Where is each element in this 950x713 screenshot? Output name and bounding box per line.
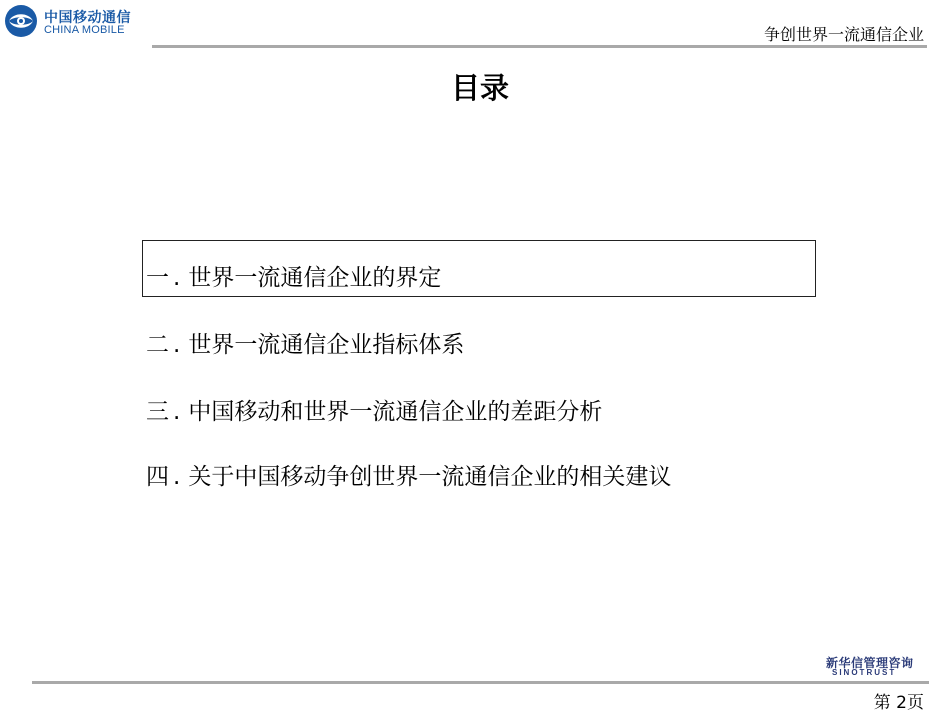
page-number: 第 2页	[873, 693, 924, 713]
toc-item-number: 二	[146, 332, 169, 358]
toc-item-number: 四	[146, 464, 169, 490]
sinotrust-logo	[826, 654, 926, 678]
page-title: 目录	[450, 71, 509, 105]
toc-item-2[interactable]	[146, 326, 464, 359]
toc-item-dot: .	[173, 464, 181, 490]
header-tagline: 争创世界一流通信企业	[763, 25, 924, 44]
sinotrust-logo-text-en: SINOTRUST	[832, 668, 897, 677]
toc-item-dot: .	[173, 265, 181, 291]
toc-item-1[interactable]	[146, 259, 441, 292]
toc-item-number: 三	[146, 399, 169, 425]
toc-item-dot: .	[173, 332, 181, 358]
toc-item-text: 世界一流通信企业指标体系	[188, 332, 465, 358]
header-divider	[152, 45, 927, 48]
china-mobile-logo	[4, 4, 144, 40]
china-mobile-logo-icon	[4, 4, 38, 38]
logo-text-cn: 中国移动通信	[44, 10, 131, 26]
toc-item-4[interactable]	[146, 458, 671, 491]
toc-item-dot: .	[173, 399, 181, 425]
toc-item-number: 一	[146, 265, 169, 291]
toc-item-text: 世界一流通信企业的界定	[188, 265, 442, 291]
toc-item-3[interactable]	[146, 393, 602, 426]
toc-item-text: 关于中国移动争创世界一流通信企业的相关建议	[188, 464, 672, 490]
footer-divider	[32, 681, 929, 684]
toc-item-text: 中国移动和世界一流通信企业的差距分析	[188, 399, 603, 425]
sinotrust-logo-text-cn: 新华信管理咨询	[826, 656, 914, 670]
logo-text-en: CHINA MOBILE	[44, 24, 125, 36]
